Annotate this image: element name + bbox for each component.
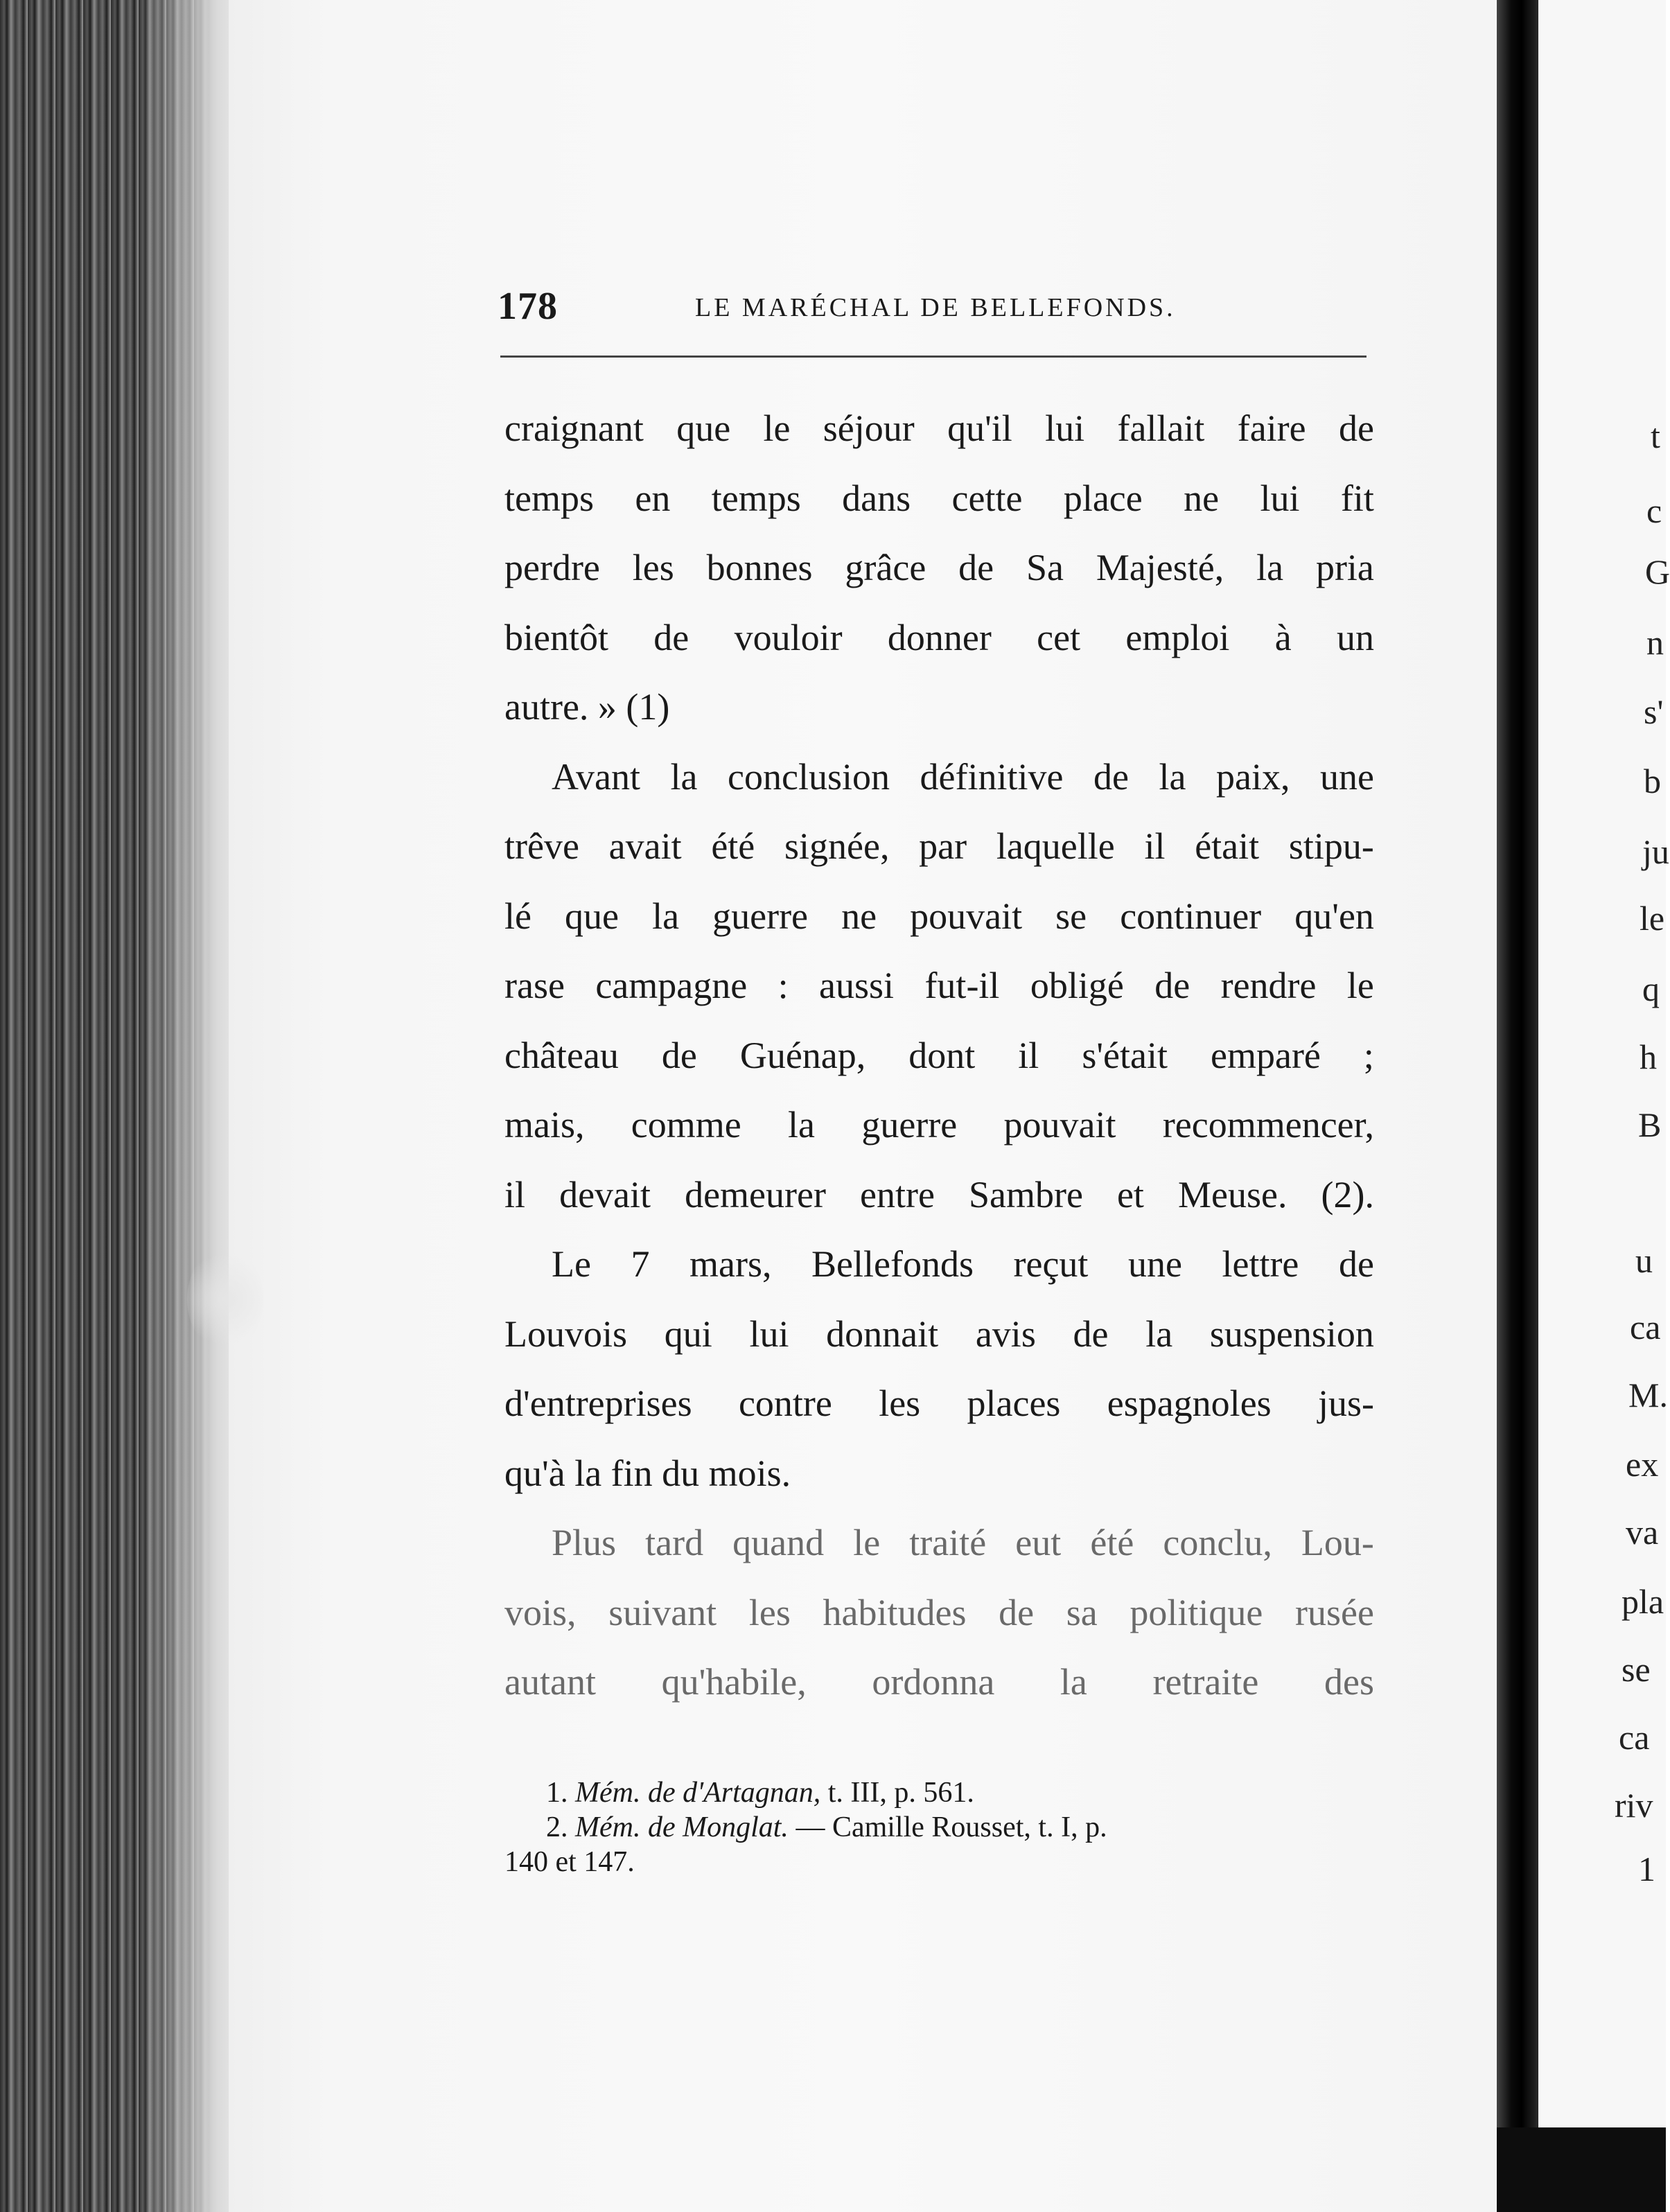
word: lé: [504, 895, 531, 937]
page-number: 178: [498, 285, 558, 328]
book-gutter: [1497, 0, 1538, 2212]
word: à: [1274, 616, 1292, 658]
word: s'était: [1082, 1034, 1168, 1076]
word: retraite: [1152, 1661, 1259, 1703]
word: conclusion: [728, 755, 890, 798]
word: cette: [951, 477, 1023, 519]
word: et: [1116, 1173, 1144, 1215]
word: temps: [711, 477, 801, 519]
right-page-fragment: M.: [1628, 1376, 1668, 1414]
word: la: [788, 1104, 816, 1146]
word: de: [999, 1591, 1035, 1633]
word: place: [1063, 477, 1143, 519]
text-line: [504, 1021, 1374, 1091]
word: par: [919, 825, 967, 867]
word: Avant: [552, 755, 640, 798]
body-text: [504, 394, 1374, 1717]
word: emparé: [1211, 1034, 1321, 1076]
word: sa: [1066, 1591, 1098, 1633]
text-line: [504, 1229, 1374, 1299]
word: il: [504, 1173, 526, 1215]
right-page-fragment: n: [1646, 623, 1664, 662]
right-page-fragment: 1: [1638, 1850, 1655, 1888]
paper-blot: [187, 1247, 263, 1351]
text-line: [504, 1160, 1374, 1230]
word: que: [565, 895, 619, 937]
right-page-fragment: riv: [1615, 1786, 1653, 1825]
word: fut-il: [924, 965, 1000, 1006]
text-line: autre. » (1): [504, 686, 670, 728]
word: mars,: [689, 1243, 772, 1285]
word: la: [652, 895, 680, 937]
word: de: [653, 616, 689, 658]
text-line: [504, 533, 1374, 603]
text-line: [504, 464, 1374, 534]
word: une: [1320, 755, 1374, 798]
word: comme: [631, 1104, 741, 1146]
word: temps: [504, 477, 594, 519]
word: séjour: [823, 407, 915, 449]
word: une: [1127, 1243, 1182, 1285]
word: de: [1154, 965, 1190, 1006]
right-page-fragment: ju: [1642, 832, 1669, 871]
text-line: [504, 394, 1374, 464]
word: définitive: [920, 755, 1064, 798]
word: faire: [1237, 407, 1306, 449]
right-page-fragment: b: [1644, 762, 1661, 800]
right-page-shadow: [1497, 2127, 1666, 2212]
right-page-fragment: le: [1640, 899, 1665, 938]
word: les: [748, 1591, 791, 1633]
text-line: [504, 1090, 1374, 1160]
word: d'entreprises: [504, 1382, 692, 1424]
word: lui: [1045, 407, 1085, 449]
word: lui: [749, 1313, 789, 1355]
right-page-fragment: h: [1640, 1037, 1657, 1076]
text-line: qu'à la fin du mois.: [504, 1452, 791, 1494]
word: rase: [504, 965, 565, 1006]
word: le: [763, 407, 791, 449]
word: Plus: [552, 1522, 617, 1563]
word: obligé: [1030, 965, 1124, 1006]
word: Le: [552, 1243, 591, 1285]
right-page-fragment: ca: [1630, 1308, 1661, 1346]
footnote-1-title: Mém. de d'Artagnan,: [575, 1777, 821, 1809]
word: la: [1256, 547, 1284, 588]
running-head: LE MARÉCHAL DE BELLEFONDS.: [695, 293, 1176, 322]
word: jus-: [1317, 1382, 1374, 1424]
word: les: [879, 1382, 921, 1424]
word: avait: [608, 825, 682, 867]
word: de: [1338, 1243, 1374, 1285]
footnote-2-continuation: 140 et 147.: [504, 1846, 635, 1878]
word: qui: [664, 1313, 712, 1355]
word: qu'il: [947, 407, 1012, 449]
word: le: [853, 1522, 881, 1563]
word: Meuse.: [1177, 1173, 1287, 1215]
word: mais,: [504, 1104, 585, 1146]
word: demeurer: [685, 1173, 826, 1215]
word: suspension: [1209, 1313, 1374, 1355]
word: la: [1145, 1313, 1173, 1355]
text-line: [504, 1508, 1374, 1578]
word: places: [967, 1382, 1061, 1424]
word: continuer: [1120, 895, 1262, 937]
word: espagnoles: [1107, 1382, 1272, 1424]
word: devait: [559, 1173, 651, 1215]
word: recommencer,: [1162, 1104, 1374, 1146]
word: habitudes: [823, 1591, 967, 1633]
word: dans: [842, 477, 911, 519]
word: avis: [975, 1313, 1036, 1355]
footnote-1: 1. Mém. de d'Artagnan, t. III, p. 561.: [546, 1777, 974, 1809]
word: quand: [732, 1522, 825, 1563]
word: ne: [1184, 477, 1220, 519]
word: Majesté,: [1096, 547, 1224, 588]
word: la: [1159, 755, 1186, 798]
word: eut: [1015, 1522, 1062, 1563]
word: cet: [1037, 616, 1081, 658]
word: de: [1093, 755, 1129, 798]
word: contre: [738, 1382, 832, 1424]
word: la: [1060, 1661, 1087, 1703]
word: fit: [1340, 477, 1374, 519]
word: Bellefonds: [811, 1243, 974, 1285]
word: donnait: [826, 1313, 939, 1355]
right-page-fragment: c: [1646, 491, 1662, 530]
word: des: [1324, 1661, 1374, 1703]
word: vois,: [504, 1591, 577, 1633]
word: dont: [908, 1034, 976, 1076]
word: campagne: [595, 965, 748, 1006]
word: il: [1018, 1034, 1039, 1076]
word: Louvois: [504, 1313, 628, 1355]
word: tard: [645, 1522, 704, 1563]
word: reçut: [1013, 1243, 1089, 1285]
word: aussi: [819, 965, 895, 1006]
word: emploi: [1125, 616, 1230, 658]
word: Sambre: [968, 1173, 1083, 1215]
word: se: [1055, 895, 1087, 937]
word: Lou-: [1301, 1522, 1374, 1563]
footnotes: [504, 1775, 1378, 1879]
word: guerre: [712, 895, 809, 937]
right-page-fragment: G: [1645, 552, 1670, 591]
word: bonnes: [706, 547, 813, 588]
footnote-2: 2. Mém. de Monglat. — Camille Rousset, t. I, p.: [546, 1811, 1107, 1843]
word: de: [1338, 407, 1374, 449]
word: Sa: [1026, 547, 1064, 588]
word: pria: [1315, 547, 1374, 588]
right-page-fragment: q: [1642, 969, 1660, 1008]
word: vouloir: [734, 616, 843, 658]
word: était: [1195, 825, 1260, 867]
right-page-fragment: s': [1644, 692, 1664, 731]
word: guerre: [861, 1104, 958, 1146]
word: rendre: [1220, 965, 1317, 1006]
word: château: [504, 1034, 619, 1076]
page-header: [498, 284, 1372, 340]
word: stipu-: [1288, 825, 1374, 867]
word: les: [632, 547, 674, 588]
word: signée,: [784, 825, 890, 867]
word: traité: [909, 1522, 987, 1563]
word: de: [661, 1034, 697, 1076]
right-page-fragment: se: [1621, 1650, 1651, 1689]
word: été: [711, 825, 755, 867]
word: ordonna: [872, 1661, 995, 1703]
word: pouvait: [1003, 1104, 1116, 1146]
word: le: [1346, 965, 1374, 1006]
word: suivant: [608, 1591, 717, 1633]
word: paix,: [1216, 755, 1290, 798]
word: pouvait: [910, 895, 1023, 937]
word: rusée: [1295, 1591, 1374, 1633]
header-rule: [500, 356, 1366, 358]
word: il: [1144, 825, 1166, 867]
word: été: [1090, 1522, 1134, 1563]
word: grâce: [845, 547, 926, 588]
word: 7: [631, 1243, 650, 1285]
word: lui: [1260, 477, 1300, 519]
word: (2).: [1321, 1173, 1374, 1215]
word: fallait: [1117, 407, 1205, 449]
word: Guénap,: [739, 1034, 866, 1076]
text-line: [504, 951, 1374, 1021]
word: craignant: [504, 407, 644, 449]
right-page-fragment: pla: [1621, 1582, 1664, 1621]
text-line: [504, 742, 1374, 812]
text-line: [504, 881, 1374, 951]
word: perdre: [504, 547, 600, 588]
text-line: [504, 1647, 1374, 1717]
word: en: [635, 477, 671, 519]
word: qu'habile,: [661, 1661, 807, 1703]
word: ;: [1363, 1034, 1374, 1076]
right-page-fragment: ex: [1626, 1445, 1659, 1484]
text-line: [504, 1578, 1374, 1648]
word: la: [670, 755, 698, 798]
word: lettre: [1222, 1243, 1299, 1285]
word: laquelle: [996, 825, 1115, 867]
text-line: [504, 811, 1374, 881]
right-page-fragment: B: [1638, 1105, 1662, 1144]
word: de: [958, 547, 994, 588]
right-page-fragment: u: [1635, 1241, 1653, 1280]
text-line: [504, 1299, 1374, 1369]
word: bientôt: [504, 616, 608, 658]
text-line: [504, 1369, 1374, 1439]
word: ne: [841, 895, 877, 937]
word: entre: [859, 1173, 935, 1215]
word: de: [1073, 1313, 1109, 1355]
word: conclu,: [1163, 1522, 1272, 1563]
right-page-fragment: ca: [1619, 1718, 1650, 1757]
word: que: [676, 407, 731, 449]
word: donner: [887, 616, 992, 658]
footnote-2-title: Mém. de Monglat.: [575, 1811, 789, 1843]
right-page-fragment: t: [1651, 416, 1660, 455]
word: un: [1337, 616, 1374, 658]
word: :: [777, 965, 789, 1006]
word: qu'en: [1294, 895, 1374, 937]
word: politique: [1130, 1591, 1263, 1633]
word: trêve: [504, 825, 579, 867]
text-line: [504, 603, 1374, 673]
right-page-fragment: va: [1626, 1513, 1659, 1552]
word: autant: [504, 1661, 596, 1703]
